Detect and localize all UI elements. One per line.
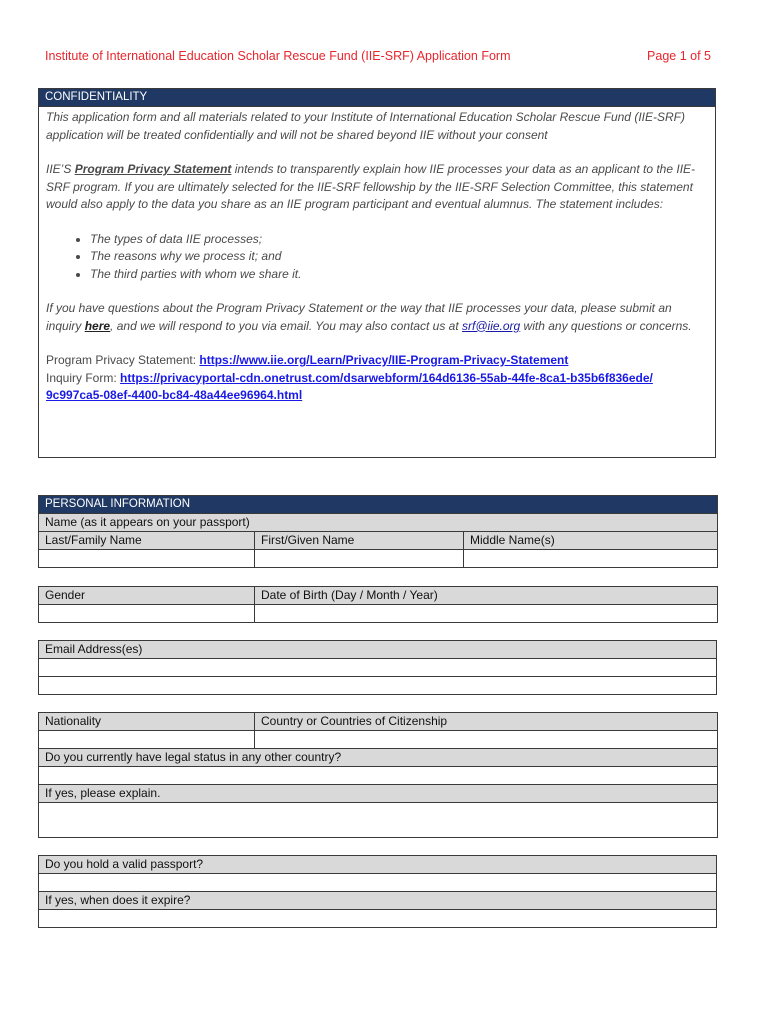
middle-name-field[interactable] <box>464 550 718 568</box>
gender-dob-table <box>38 586 718 623</box>
list-item: • The third parties with whom we share it. <box>90 266 707 284</box>
dob-label: Date of Birth (Day / Month / Year) <box>255 587 718 605</box>
citizenship-field[interactable] <box>255 731 718 749</box>
para3-mid: , and we will respond to you via email. You may also contact us at <box>110 318 463 333</box>
email-label: Email Address(es) <box>39 641 717 659</box>
gender-field[interactable] <box>39 605 255 623</box>
privacy-statement-url-link[interactable]: https://www.iie.org/Learn/Privacy/IIE-Program-Privacy-Statement <box>199 353 569 367</box>
nationality-table <box>38 712 718 838</box>
program-privacy-statement-link[interactable]: Program Privacy Statement <box>74 162 232 176</box>
email-field-2[interactable] <box>39 677 717 695</box>
passport-label: Do you hold a valid passport? <box>39 856 717 874</box>
page-number: Page 1 of 5 <box>647 49 711 63</box>
confidentiality-para-3 <box>46 300 707 335</box>
personal-info-heading: PERSONAL INFORMATION <box>39 496 718 514</box>
email-table <box>38 640 717 695</box>
inquiry-here-link[interactable]: here <box>84 318 111 333</box>
privacy-statement-line <box>46 352 707 370</box>
confidentiality-para-2 <box>46 161 707 214</box>
explain-label: If yes, please explain. <box>39 785 718 803</box>
first-name-field[interactable] <box>255 550 464 568</box>
explain-field[interactable] <box>39 803 718 838</box>
legal-status-field[interactable] <box>39 767 718 785</box>
name-caption: Name (as it appears on your passport) <box>39 514 718 532</box>
inquiry-label: Inquiry Form: <box>46 370 121 385</box>
first-name-label: First/Given Name <box>255 532 464 550</box>
expire-field[interactable] <box>39 910 717 928</box>
list-item: • The reasons why we process it; and <box>90 248 707 266</box>
citizenship-label: Country or Countries of Citizenship <box>255 713 718 731</box>
data-bullet-list <box>46 231 707 284</box>
inquiry-form-url-link-cont[interactable]: 9c997ca5-08ef-4400-bc84-48a44ee96964.html <box>46 388 303 402</box>
personal-info-name-table <box>38 495 718 568</box>
gender-label: Gender <box>39 587 255 605</box>
legal-status-label: Do you currently have legal status in any other country? <box>39 749 718 767</box>
para3-suffix: with any questions or concerns. <box>520 318 692 333</box>
para3-prefix: If you have questions about the Program Privacy Statement or the way that IIE processes your data, please submit an inquiry <box>46 301 672 333</box>
para2-prefix: IIE’S <box>46 162 75 176</box>
nationality-label: Nationality <box>39 713 255 731</box>
form-title: Institute of International Education Scholar Rescue Fund (IIE-SRF) Application Form <box>45 49 511 63</box>
nationality-field[interactable] <box>39 731 255 749</box>
last-name-field[interactable] <box>39 550 255 568</box>
passport-field[interactable] <box>39 874 717 892</box>
para2-rest: intends to transparently explain how IIE processes your data as an applicant to the IIE-SRF program. If you are ultimately selected for the IIE-SRF fellowship by the IIE-SRF Selection Committee, this statement would also apply to the data you share as an IIE program participant and eventual alumnus. The statement includes: <box>46 162 696 211</box>
confidentiality-section <box>38 88 716 458</box>
email-field-1[interactable] <box>39 659 717 677</box>
inquiry-form-line <box>46 370 707 405</box>
contact-email-link[interactable]: srf@iie.org <box>462 318 521 333</box>
inquiry-form-url-link[interactable]: https://privacyportal-cdn.onetrust.com/dsarwebform/164d6136-55ab-44fe-8ca1-b35b6f836ede/ <box>120 370 653 385</box>
expire-label: If yes, when does it expire? <box>39 892 717 910</box>
dob-field[interactable] <box>255 605 718 623</box>
middle-name-label: Middle Name(s) <box>464 532 718 550</box>
passport-table <box>38 855 717 928</box>
list-item: • The types of data IIE processes; <box>90 231 707 249</box>
confidentiality-para-1: This application form and all materials related to your Institute of International Education Scholar Rescue Fund (IIE-SRF) application will be treated confidentially and will not be shared beyond IIE without your consent <box>46 110 685 142</box>
confidentiality-heading: CONFIDENTIALITY <box>39 89 715 107</box>
last-name-label: Last/Family Name <box>39 532 255 550</box>
pps-label: Program Privacy Statement: <box>46 353 200 367</box>
